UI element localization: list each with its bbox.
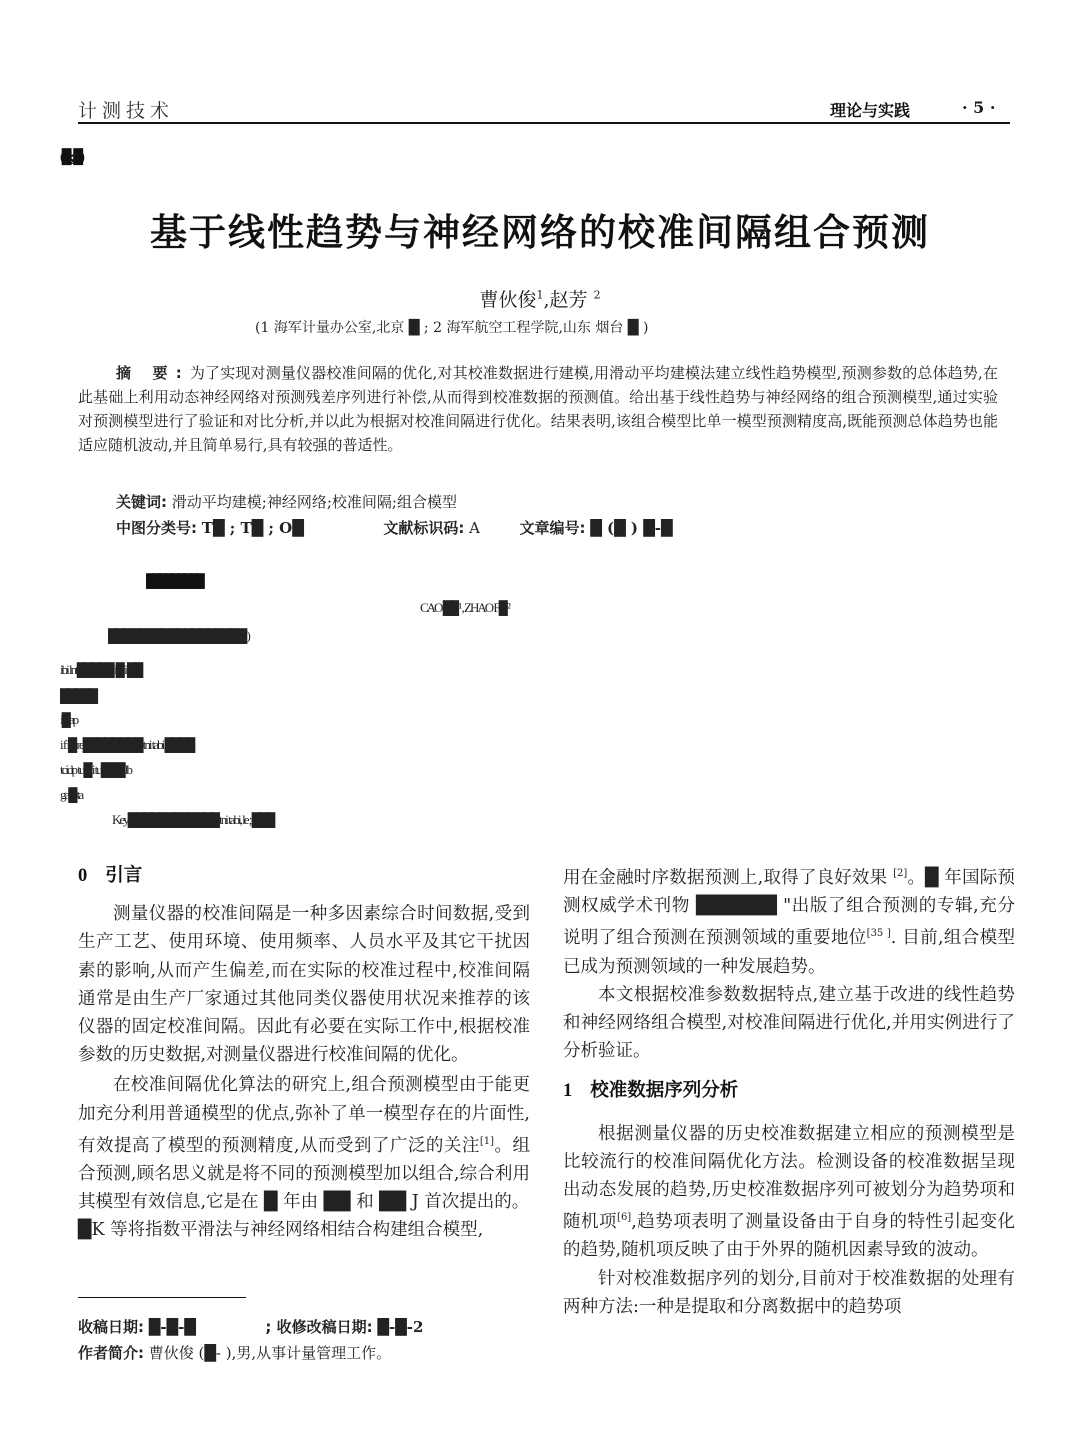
author-2: 赵芳	[549, 289, 588, 311]
running-header-section: 理论与实践	[830, 101, 911, 120]
paragraph	[78, 1071, 530, 1216]
english-abstract-line: i█ap	[60, 712, 78, 727]
english-abstract-line: ibi lnt█████ i█ i ██	[60, 662, 142, 677]
paragraph-text: 。组合预测,顾名思义就是将不同的预测模型加以组合,综合利用其模型有效信息,它是在 █ 年由 ██ 和 ██ J 首次提出的。	[78, 1135, 531, 1213]
author-2-affil-mark: 2	[593, 288, 601, 302]
keywords	[116, 491, 457, 512]
received-value: █-█-█	[148, 1318, 196, 1336]
doc-code-label: 文献标识码:	[383, 519, 465, 537]
english-abstract-line: █████	[60, 688, 97, 703]
revised-value: █-█-2	[377, 1318, 424, 1336]
paragraph-text: 。█ 年国际预测权威学术刊物 ██████ "出版了组合预测的专辑,充分说明了组合预测在预测领域的重要地位	[563, 868, 1015, 949]
paragraph: 本文根据校准参数数据特点,建立基于改进的线性趋势和神经网络组合模型,对校准间隔进行优化,并用实例进行了分析验证。	[563, 984, 1015, 1062]
keywords-label: 关键词:	[116, 493, 167, 511]
left-column	[78, 862, 530, 1245]
bio-text: 曹伙俊 (█- ),男,从事计量管理工作。	[148, 1344, 392, 1362]
footnote	[78, 1314, 423, 1366]
footnote-rule	[78, 1297, 246, 1298]
keywords-text: 滑动平均建模;神经网络;校准间隔;组合模型	[171, 493, 457, 511]
abstract	[78, 361, 998, 457]
section-title: 校准数据序列分析	[590, 1080, 739, 1102]
abstract-label: 摘 要:	[116, 364, 190, 382]
paper-title: 基于线性趋势与神经网络的校准间隔组合预测	[150, 211, 930, 254]
section-title: 引言	[105, 865, 143, 886]
article-number-value: █ (█ ) █-█	[590, 519, 673, 537]
english-abstract-line: tcidp tu█ i tu█ ██ lb	[60, 762, 132, 777]
right-column	[563, 860, 1015, 1321]
paragraph-text: . 目前,组合模型已成为预测领域的一种发展趋势。	[563, 928, 1015, 977]
english-title: █████████	[146, 573, 202, 588]
paragraph: 测量仪器的校准间隔是一种多因素综合时间数据,受到生产工艺、使用环境、使用频率、人员水平及其它干扰因素的影响,从而产生偏差,而在实际的校准过程中,校准间隔通常是由生产厂家通过其他同类仪器使用状况来推荐的该仪器的固定校准间隔。因此有必要在实际工作中,根据校准参数的历史数据,对测量仪器进行校准间隔的优化。	[78, 904, 530, 1066]
english-authors: CAO ██ ¹ , ZHAO F█ ²	[420, 600, 509, 615]
clc-value: T█ ; T█ ; O█	[201, 519, 304, 537]
section-heading-1	[563, 1077, 1015, 1105]
paragraph: █K 等将指数平滑法与神经网络相结合构建组合模型,	[78, 1220, 484, 1241]
author-line	[0, 285, 1080, 312]
citation: [6]	[617, 1212, 632, 1224]
english-abstract-line: i f i█ re█████ ███ tni tabi ████	[60, 737, 194, 752]
received-dates	[78, 1314, 423, 1340]
citation: [1]	[479, 1135, 495, 1147]
section-number: 0	[78, 866, 88, 886]
paragraph	[563, 860, 1015, 981]
english-abstract-line: ga█ ta	[60, 787, 83, 802]
paragraph: 针对校准数据序列的划分,目前对于校准数据的处理有两种方法:一种是提取和分离数据中的趋势项	[563, 1268, 1015, 1317]
header-rule	[78, 122, 1010, 124]
doi-label: (█i.;j█)	[60, 150, 82, 165]
doc-code-value: A	[469, 519, 480, 537]
author-separator: ,	[543, 289, 550, 311]
paragraph-text: 用在金融时序数据预测上,取得了良好效果	[563, 868, 888, 888]
citation: [35 ]	[866, 928, 891, 940]
author-1-affil-mark: 1	[536, 288, 544, 302]
page-number: · 5 ·	[962, 98, 996, 117]
author-bio	[78, 1340, 423, 1366]
paragraph-text: 根据测量仪器的历史校准数据建立相应的预测模型是比较流行的校准间隔优化方法。检测设备的校准数据呈现出动态发展的趋势,历史校准数据序列可被划分为趋势项和随机项	[563, 1123, 1015, 1233]
affiliations: (1 海军计量办公室,北京 █ ; 2 海军航空工程学院,山东 烟台 █ )	[255, 320, 649, 336]
paragraph-text: 在校准间隔优化算法的研究上,组合预测模型由于能更加充分利用普通模型的优点,弥补了单一模型存在的片面性,有效提高了模型的预测精度,从而受到了广泛的关注	[78, 1075, 530, 1156]
english-affiliations: ███ ██ ███ ████ ███ ██ █ )	[108, 628, 249, 643]
article-number-label: 文章编号:	[519, 519, 586, 537]
revised-label: ; 收修改稿日期:	[265, 1318, 373, 1336]
author-1: 曹伙俊	[479, 289, 537, 311]
section-heading-intro	[78, 862, 530, 890]
running-header-journal: 计测技术	[78, 100, 175, 122]
bio-label: 作者简介:	[78, 1344, 144, 1362]
citation: [2]	[893, 868, 908, 879]
paragraph-text: ,趋势项表明了测量设备由于自身的特性引起变化的趋势,随机项反映了由于外界的随机因素导致的波动。	[563, 1212, 1016, 1261]
abstract-text: 为了实现对测量仪器校准间隔的优化,对其校准数据进行建模,用滑动平均建模法建立线性趋势模型,预测参数的总体趋势,在此基础上利用动态神经网络对预测残差序列进行补偿,从而得到校准数据的预测值。给出基于线性趋势与神经网络的组合预测模型,通过实验对预测模型进行了验证和对比分析,并以此为根据对校准间隔进行优化。结果表明,该组合模型比单一模型预测精度高,既能预测总体趋势也能适应随机波动,并且简单易行,具有较强的普适性。	[78, 364, 998, 454]
clc-label: 中图分类号:	[116, 519, 197, 537]
received-label: 收稿日期:	[78, 1318, 144, 1336]
paragraph	[563, 1120, 1015, 1265]
english-keywords-line: Key█ ████ ████ ███ tni tabi, le ; ███	[112, 812, 274, 827]
classification-line	[116, 517, 673, 538]
section-number: 1	[563, 1081, 573, 1102]
